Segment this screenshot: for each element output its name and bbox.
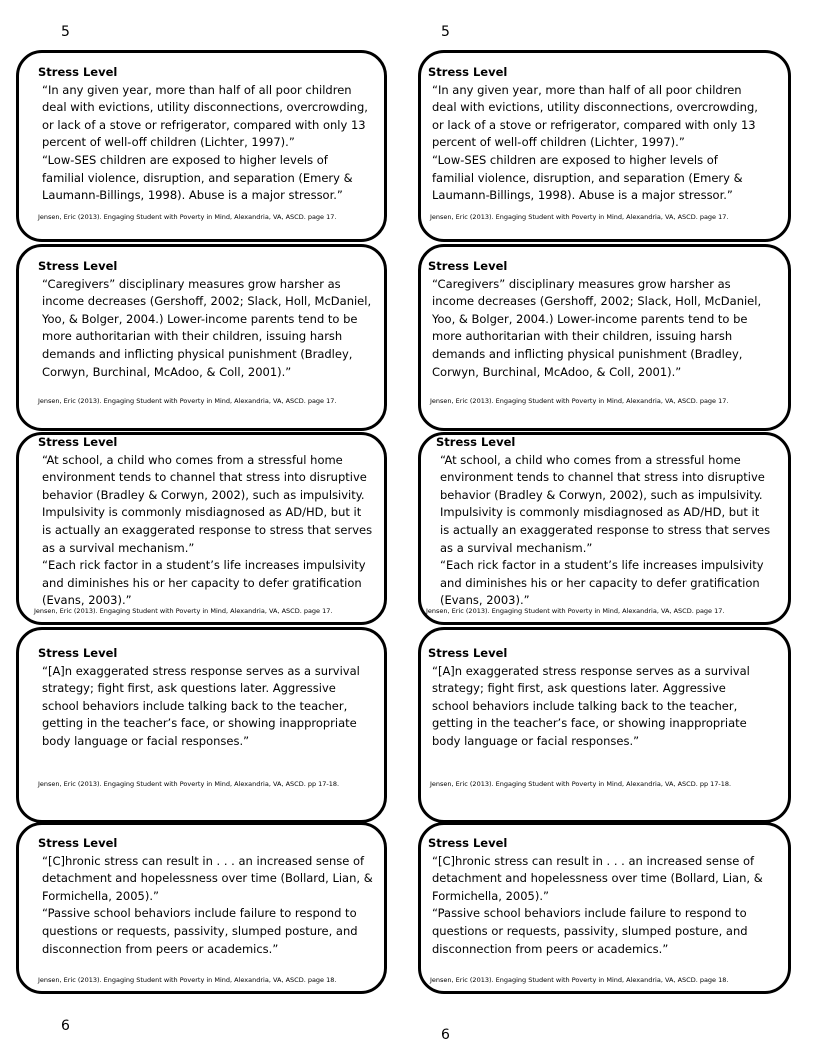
quote-line: environment tends to channel that stress into disruptive	[42, 470, 367, 485]
quote-line: and diminishes his or her capacity to defer gratification	[42, 575, 362, 590]
quote-line: school behaviors include talking back to the teacher,	[432, 698, 738, 713]
card-title: Stress Level	[428, 836, 508, 850]
quote-line: deal with evictions, utility disconnections, overcrowding,	[42, 100, 368, 115]
citation: Jensen, Eric (2013). Engaging Student with Poverty in Mind, Alexandria, VA, ASCD. page 17.	[38, 397, 337, 405]
citation: Jensen, Eric (2013). Engaging Student with Poverty in Mind, Alexandria, VA, ASCD. pp 17-18.	[38, 780, 340, 788]
quote-line: environment tends to channel that stress into disruptive	[440, 470, 765, 485]
quote-line: questions or requests, passivity, slumped posture, and	[432, 923, 748, 938]
card-title: Stress Level	[428, 646, 508, 660]
page-number: 6	[61, 1018, 70, 1034]
quote-line: “[C]hronic stress can result in . . . an increased sense of	[432, 853, 755, 868]
quote-line: Yoo, & Bolger, 2004.) Lower-income parents tend to be	[42, 311, 358, 326]
quote-line: “Low-SES children are exposed to higher levels of	[42, 152, 328, 167]
card-text	[436, 434, 770, 610]
quote-line: “[A]n exaggerated stress response serves as a survival	[432, 663, 750, 678]
citation: Jensen, Eric (2013). Engaging Student with Poverty in Mind, Alexandria, VA, ASCD. page 17.	[38, 213, 337, 221]
quote-line: “[C]hronic stress can result in . . . an increased sense of	[42, 853, 365, 868]
page-number: 5	[441, 24, 450, 40]
card-text	[38, 434, 372, 610]
quote-line: detachment and hopelessness over time (Bollard, Lian, &	[42, 871, 373, 886]
card-text	[428, 835, 763, 958]
card-title: Stress Level	[428, 259, 508, 273]
card-text	[428, 645, 750, 751]
quote-line: behavior (Bradley & Corwyn, 2002), such as impulsivity.	[440, 487, 763, 502]
card-title: Stress Level	[436, 435, 516, 449]
quote-line: body language or facial responses.”	[432, 733, 640, 748]
quote-line: disconnection from peers or academics.”	[42, 941, 279, 956]
quote-line: strategy; fight first, ask questions later. Aggressive	[42, 681, 336, 696]
quote-line: more authoritarian with their children, issuing harsh	[432, 329, 733, 344]
citation: Jensen, Eric (2013). Engaging Student with Poverty in Mind, Alexandria, VA, ASCD. page 17.	[430, 397, 729, 405]
quote-line: questions or requests, passivity, slumped posture, and	[42, 923, 358, 938]
card-title: Stress Level	[38, 836, 118, 850]
card-title: Stress Level	[38, 435, 118, 449]
quote-line: getting in the teacher’s face, or showing inappropriate	[42, 716, 357, 731]
quote-line: “In any given year, more than half of all poor children	[432, 82, 742, 97]
card-text	[428, 258, 761, 381]
card-title: Stress Level	[38, 259, 118, 273]
quote-line: income decreases (Gershoff, 2002; Slack, Holl, McDaniel,	[42, 294, 372, 309]
quote-line: “Caregivers” disciplinary measures grow harsher as	[42, 276, 341, 291]
card-text	[428, 64, 758, 205]
quote-line: “Each rick factor in a student’s life increases impulsivity	[42, 558, 366, 573]
citation: Jensen, Eric (2013). Engaging Student with Poverty in Mind, Alexandria, VA, ASCD. pp 17-18.	[430, 780, 732, 788]
quote-line: familial violence, disruption, and separation (Emery &	[42, 170, 353, 185]
quote-line: Impulsivity is commonly misdiagnosed as AD/HD, but it	[440, 505, 760, 520]
quote-line: “At school, a child who comes from a stressful home	[440, 452, 741, 467]
quote-line: percent of well-off children (Lichter, 1997).”	[432, 135, 685, 150]
page-number: 5	[61, 24, 70, 40]
citation: Jensen, Eric (2013). Engaging Student with Poverty in Mind, Alexandria, VA, ASCD. page 18.	[430, 976, 729, 984]
quote-line: is actually an exaggerated response to stress that serves	[440, 522, 771, 537]
card-text	[38, 64, 368, 205]
page-number: 6	[441, 1027, 450, 1043]
quote-line: demands and inflicting physical punishment (Bradley,	[42, 346, 353, 361]
quote-line: strategy; fight first, ask questions later. Aggressive	[432, 681, 726, 696]
quote-line: Formichella, 2005).”	[42, 888, 159, 903]
quote-line: Corwyn, Burchinal, McAdoo, & Coll, 2001).”	[42, 364, 292, 379]
quote-line: “Passive school behaviors include failure to respond to	[432, 906, 747, 921]
quote-line: income decreases (Gershoff, 2002; Slack, Holl, McDaniel,	[432, 294, 762, 309]
quote-line: Impulsivity is commonly misdiagnosed as AD/HD, but it	[42, 505, 362, 520]
quote-line: or lack of a stove or refrigerator, compared with only 13	[42, 117, 366, 132]
card-title: Stress Level	[428, 65, 508, 79]
quote-line: as a survival mechanism.”	[42, 540, 195, 555]
quote-line: “[A]n exaggerated stress response serves as a survival	[42, 663, 360, 678]
card-text	[38, 645, 360, 751]
quote-line: body language or facial responses.”	[42, 733, 250, 748]
citation: Jensen, Eric (2013). Engaging Student with Poverty in Mind, Alexandria, VA, ASCD. page 17.	[430, 213, 729, 221]
card-title: Stress Level	[38, 646, 118, 660]
quote-line: disconnection from peers or academics.”	[432, 941, 669, 956]
citation: Jensen, Eric (2013). Engaging Student with Poverty in Mind, Alexandria, VA, ASCD. page 18.	[38, 976, 337, 984]
quote-line: detachment and hopelessness over time (Bollard, Lian, &	[432, 871, 763, 886]
quote-line: Formichella, 2005).”	[432, 888, 549, 903]
quote-line: “Each rick factor in a student’s life increases impulsivity	[440, 558, 764, 573]
quote-line: Laumann-Billings, 1998). Abuse is a major stressor.”	[432, 188, 733, 203]
quote-line: deal with evictions, utility disconnections, overcrowding,	[432, 100, 758, 115]
quote-line: and diminishes his or her capacity to defer gratification	[440, 575, 760, 590]
quote-line: (Evans, 2003).”	[42, 593, 132, 608]
quote-line: “At school, a child who comes from a stressful home	[42, 452, 343, 467]
quote-line: Corwyn, Burchinal, McAdoo, & Coll, 2001).”	[432, 364, 682, 379]
quote-line: Laumann-Billings, 1998). Abuse is a major stressor.”	[42, 188, 343, 203]
quote-line: “Low-SES children are exposed to higher levels of	[432, 152, 718, 167]
quote-line: or lack of a stove or refrigerator, compared with only 13	[432, 117, 756, 132]
quote-line: Yoo, & Bolger, 2004.) Lower-income parents tend to be	[432, 311, 748, 326]
citation: Jensen, Eric (2013). Engaging Student with Poverty in Mind, Alexandria, VA, ASCD. page 17.	[34, 607, 333, 615]
quote-line: school behaviors include talking back to the teacher,	[42, 698, 348, 713]
quote-line: familial violence, disruption, and separation (Emery &	[432, 170, 743, 185]
card-title: Stress Level	[38, 65, 118, 79]
citation: Jensen, Eric (2013). Engaging Student with Poverty in Mind, Alexandria, VA, ASCD. page 17.	[426, 607, 725, 615]
quote-line: (Evans, 2003).”	[440, 593, 530, 608]
quote-line: “In any given year, more than half of all poor children	[42, 82, 352, 97]
card-text	[38, 835, 373, 958]
quote-line: getting in the teacher’s face, or showing inappropriate	[432, 716, 747, 731]
quote-line: demands and inflicting physical punishment (Bradley,	[432, 346, 743, 361]
quote-line: is actually an exaggerated response to stress that serves	[42, 522, 373, 537]
quote-line: as a survival mechanism.”	[440, 540, 593, 555]
card-text	[38, 258, 371, 381]
quote-line: more authoritarian with their children, issuing harsh	[42, 329, 343, 344]
quote-line: “Passive school behaviors include failure to respond to	[42, 906, 357, 921]
quote-line: behavior (Bradley & Corwyn, 2002), such as impulsivity.	[42, 487, 365, 502]
quote-line: percent of well-off children (Lichter, 1997).”	[42, 135, 295, 150]
quote-line: “Caregivers” disciplinary measures grow harsher as	[432, 276, 731, 291]
